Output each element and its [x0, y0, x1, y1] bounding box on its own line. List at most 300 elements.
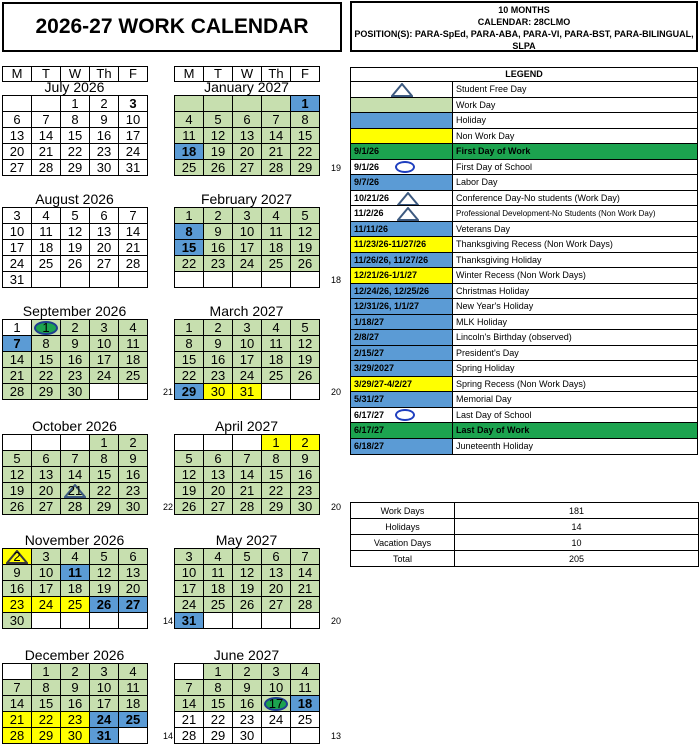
day-number: 17 [96, 696, 112, 711]
day-cell [61, 224, 90, 240]
day-cell [119, 483, 148, 499]
day-cell [119, 160, 148, 176]
day-number: 22 [96, 483, 112, 498]
day-cell [262, 712, 291, 728]
day-number: 3 [13, 208, 21, 223]
day-cell [262, 451, 291, 467]
day-cell [3, 160, 32, 176]
day-number: 17 [96, 352, 112, 367]
totals-label: Holidays [351, 519, 455, 535]
day-number: 24 [239, 256, 255, 271]
day-cell [233, 728, 262, 744]
day-number: 8 [301, 112, 309, 127]
legend-row [351, 423, 697, 439]
day-cell [61, 112, 90, 128]
day-cell [119, 435, 148, 451]
day-number: 14 [181, 696, 197, 711]
month-title: November 2026 [24, 532, 125, 548]
day-number: 15 [210, 696, 226, 711]
month-grid [2, 548, 148, 629]
day-number: 21 [9, 368, 25, 383]
day-cell [204, 352, 233, 368]
day-number: 23 [67, 368, 83, 383]
day-cell [262, 272, 291, 288]
day-number: 15 [38, 352, 54, 367]
day-cell [3, 384, 32, 400]
day-cell [90, 336, 119, 352]
day-cell [32, 728, 61, 744]
day-cell [204, 451, 233, 467]
day-cell [262, 128, 291, 144]
month-grid [174, 548, 320, 629]
legend-row [351, 237, 697, 253]
day-cell [119, 613, 148, 629]
day-number: 5 [185, 451, 193, 466]
day-number: 12 [181, 467, 197, 482]
month-title: October 2026 [32, 418, 117, 434]
totals-table [350, 502, 699, 567]
day-number: 23 [210, 256, 226, 271]
day-cell [291, 549, 320, 565]
month-grid [174, 663, 320, 744]
day-number: 14 [239, 467, 255, 482]
day-number: 7 [13, 680, 21, 695]
day-cell [3, 208, 32, 224]
day-number: 2 [214, 208, 222, 223]
day-cell [175, 128, 204, 144]
day-number: 26 [9, 499, 25, 514]
day-number: 18 [125, 696, 141, 711]
day-cell [233, 712, 262, 728]
day-number: 7 [71, 451, 79, 466]
day-cell [32, 272, 61, 288]
day-cell [233, 664, 262, 680]
day-cell [90, 549, 119, 565]
day-cell [119, 320, 148, 336]
day-cell [175, 712, 204, 728]
day-cell [3, 483, 32, 499]
day-cell [3, 256, 32, 272]
day-cell [204, 549, 233, 565]
day-cell [32, 581, 61, 597]
day-cell [262, 160, 291, 176]
day-number: 3 [243, 320, 251, 335]
totals-row [351, 551, 699, 567]
day-cell [175, 483, 204, 499]
day-cell [90, 128, 119, 144]
day-number: 8 [71, 112, 79, 127]
day-cell [291, 483, 320, 499]
calendar-info-box [350, 1, 698, 52]
day-cell [90, 160, 119, 176]
day-cell [90, 224, 119, 240]
day-number: 30 [297, 499, 313, 514]
day-number: 16 [210, 240, 226, 255]
day-cell [233, 96, 262, 112]
day-number: 9 [214, 336, 222, 351]
day-number: 28 [125, 256, 141, 271]
day-cell [291, 664, 320, 680]
legend-heading: LEGEND [351, 68, 697, 82]
day-cell [233, 499, 262, 515]
month-day-count: 20 [330, 387, 341, 397]
weekday-label: W [61, 67, 90, 82]
legend-row [351, 330, 697, 346]
day-number: 22 [181, 256, 197, 271]
day-number: 15 [297, 128, 313, 143]
day-number: 6 [214, 451, 222, 466]
day-cell [3, 712, 32, 728]
legend-swatch [351, 377, 453, 392]
legend-swatch [351, 299, 453, 314]
day-cell [175, 467, 204, 483]
day-cell [291, 467, 320, 483]
day-cell [61, 256, 90, 272]
day-cell [61, 451, 90, 467]
legend-description: Labor Day [456, 177, 498, 187]
day-number: 17 [268, 696, 284, 711]
months-label: 10 MONTHS [498, 5, 550, 15]
day-number: 19 [239, 581, 255, 596]
day-number: 14 [9, 352, 25, 367]
day-cell [262, 224, 291, 240]
day-number: 23 [210, 368, 226, 383]
day-number: 22 [38, 712, 54, 727]
day-cell [175, 160, 204, 176]
day-number: 15 [38, 696, 54, 711]
day-number: 12 [67, 224, 83, 239]
day-number: 25 [181, 160, 197, 175]
day-cell [90, 96, 119, 112]
legend-swatch [351, 284, 453, 299]
day-cell [233, 435, 262, 451]
day-number: 15 [181, 352, 197, 367]
legend-description: Juneteenth Holiday [456, 440, 534, 451]
day-number: 2 [214, 320, 222, 335]
day-number: 30 [125, 499, 141, 514]
day-cell [3, 728, 32, 744]
day-cell [204, 240, 233, 256]
day-cell [90, 256, 119, 272]
legend-date: 2/15/27 [354, 347, 385, 358]
day-cell [119, 112, 148, 128]
day-number: 8 [214, 680, 222, 695]
day-number: 16 [239, 696, 255, 711]
day-number: 15 [181, 240, 197, 255]
day-cell [32, 112, 61, 128]
triangle-icon [397, 207, 419, 221]
legend-description: Winter Recess (Non Work Days) [456, 270, 586, 280]
day-cell [175, 336, 204, 352]
day-number: 21 [67, 483, 83, 498]
legend-swatch [351, 392, 453, 407]
legend-date: 12/31/26, 1/1/27 [354, 301, 420, 311]
day-cell [262, 240, 291, 256]
day-cell [119, 565, 148, 581]
day-cell [3, 144, 32, 160]
month-day-count: 20 [330, 616, 341, 626]
day-cell [291, 728, 320, 744]
day-cell [90, 696, 119, 712]
day-number: 24 [268, 712, 284, 727]
day-number: 19 [210, 144, 226, 159]
day-cell [233, 483, 262, 499]
legend-date: 3/29/27-4/2/27 [354, 378, 413, 389]
day-cell [61, 680, 90, 696]
day-cell [175, 256, 204, 272]
day-cell [291, 696, 320, 712]
totals-label: Total [351, 551, 455, 567]
day-cell [32, 160, 61, 176]
day-number: 25 [268, 368, 284, 383]
day-number: 27 [125, 597, 141, 612]
day-cell [90, 435, 119, 451]
month-grid [174, 207, 320, 288]
legend-swatch [351, 113, 453, 128]
legend-row [351, 361, 697, 377]
day-number: 30 [210, 384, 226, 399]
totals-value: 10 [455, 535, 699, 551]
legend-description: MLK Holiday [456, 316, 508, 327]
day-cell [3, 696, 32, 712]
day-cell [262, 256, 291, 272]
day-cell [61, 272, 90, 288]
day-cell [204, 581, 233, 597]
month-day-count: 18 [330, 275, 341, 285]
legend-description: Last Day of Work [456, 425, 530, 435]
day-cell [291, 499, 320, 515]
day-cell [233, 581, 262, 597]
day-number: 26 [181, 499, 197, 514]
legend-swatch [351, 330, 453, 345]
day-number: 29 [210, 728, 226, 743]
day-number: 16 [210, 352, 226, 367]
day-cell [32, 128, 61, 144]
day-number: 20 [38, 483, 54, 498]
day-cell [291, 256, 320, 272]
day-cell [204, 728, 233, 744]
day-number: 10 [181, 565, 197, 580]
day-cell [291, 112, 320, 128]
day-cell [262, 728, 291, 744]
day-number: 21 [181, 712, 197, 727]
day-number: 24 [96, 712, 112, 727]
day-number: 18 [297, 696, 313, 711]
day-cell [32, 597, 61, 613]
day-cell [291, 565, 320, 581]
legend-row [351, 315, 697, 331]
day-cell [3, 435, 32, 451]
day-cell [262, 549, 291, 565]
weekday-label: M [3, 67, 32, 82]
legend-date: 11/2/26 [354, 208, 384, 218]
day-cell [3, 581, 32, 597]
day-cell [291, 680, 320, 696]
day-cell [32, 384, 61, 400]
legend-swatch [351, 144, 453, 159]
day-cell [90, 728, 119, 744]
day-number: 18 [67, 581, 83, 596]
day-cell [204, 565, 233, 581]
day-cell [119, 272, 148, 288]
legend-description: Work Day [456, 99, 496, 110]
legend-swatch [351, 82, 453, 97]
day-number: 20 [239, 144, 255, 159]
day-number: 23 [9, 597, 25, 612]
legend-description: Last Day of School [456, 409, 532, 420]
legend-date: 3/29/2027 [354, 363, 395, 373]
day-number: 7 [272, 112, 280, 127]
day-cell [3, 272, 32, 288]
totals-value: 14 [455, 519, 699, 535]
day-number: 15 [268, 467, 284, 482]
day-number: 21 [297, 581, 313, 596]
legend-description: President's Day [456, 347, 519, 358]
day-cell [262, 144, 291, 160]
legend-description: Spring Holiday [456, 363, 515, 373]
legend-swatch [351, 175, 453, 190]
day-number: 11 [126, 336, 140, 351]
day-cell [61, 160, 90, 176]
day-number: 3 [243, 208, 251, 223]
day-number: 23 [297, 483, 313, 498]
day-number: 4 [129, 320, 137, 335]
day-number: 5 [13, 451, 21, 466]
month-title: March 2027 [209, 303, 284, 319]
day-number: 26 [297, 368, 313, 383]
day-cell [119, 336, 148, 352]
day-number: 1 [214, 664, 222, 679]
legend-description: Veterans Day [456, 223, 511, 234]
day-cell [291, 320, 320, 336]
day-number: 7 [243, 451, 251, 466]
day-number: 25 [125, 712, 141, 727]
day-cell [204, 144, 233, 160]
day-cell [175, 208, 204, 224]
day-number: 6 [100, 208, 108, 223]
day-cell [119, 368, 148, 384]
day-number: 4 [272, 208, 280, 223]
day-cell [32, 240, 61, 256]
day-number: 4 [214, 549, 222, 564]
day-number: 21 [9, 712, 25, 727]
day-number: 19 [297, 352, 313, 367]
totals-label: Work Days [351, 503, 455, 519]
day-cell [32, 483, 61, 499]
day-cell [119, 597, 148, 613]
day-cell [3, 680, 32, 696]
day-cell [32, 451, 61, 467]
month-grid [2, 434, 148, 515]
day-cell [233, 597, 262, 613]
day-number: 11 [182, 128, 196, 143]
day-cell [233, 208, 262, 224]
day-number: 28 [67, 499, 83, 514]
month-grid [2, 207, 148, 288]
day-number: 23 [67, 712, 83, 727]
day-number: 23 [125, 483, 141, 498]
day-number: 28 [239, 499, 255, 514]
day-cell [90, 112, 119, 128]
day-cell [175, 696, 204, 712]
legend-description: First Day of School [456, 161, 533, 172]
day-number: 28 [9, 384, 25, 399]
day-cell [90, 320, 119, 336]
day-cell [291, 435, 320, 451]
day-number: 13 [9, 128, 25, 143]
day-cell [90, 451, 119, 467]
day-number: 22 [268, 483, 284, 498]
day-cell [262, 483, 291, 499]
month-title: April 2027 [214, 418, 279, 434]
day-cell [61, 352, 90, 368]
day-number: 16 [67, 696, 83, 711]
legend-description: New Year's Holiday [456, 301, 534, 311]
day-number: 10 [38, 565, 54, 580]
day-cell [262, 613, 291, 629]
day-number: 1 [301, 96, 309, 111]
day-cell [175, 240, 204, 256]
day-cell [291, 208, 320, 224]
weekday-label: T [204, 67, 233, 82]
day-cell [233, 565, 262, 581]
day-number: 29 [38, 384, 54, 399]
day-number: 22 [210, 712, 226, 727]
legend-row [351, 98, 697, 114]
month-title: February 2027 [200, 191, 293, 207]
day-cell [3, 336, 32, 352]
day-number: 1 [100, 435, 108, 450]
day-cell [61, 96, 90, 112]
day-cell [233, 320, 262, 336]
day-cell [175, 499, 204, 515]
legend-swatch [351, 268, 453, 283]
day-number: 9 [214, 224, 222, 239]
day-number: 3 [100, 320, 108, 335]
day-number: 29 [67, 160, 83, 175]
day-number: 19 [181, 483, 197, 498]
weekday-label: M [175, 67, 204, 82]
day-cell [262, 352, 291, 368]
legend-row [351, 144, 697, 160]
day-cell [90, 712, 119, 728]
day-cell [175, 112, 204, 128]
day-cell [32, 224, 61, 240]
day-number: 12 [96, 565, 112, 580]
day-cell [61, 696, 90, 712]
day-number: 2 [301, 435, 309, 450]
day-cell [204, 160, 233, 176]
day-cell [291, 613, 320, 629]
legend-swatch [351, 98, 453, 113]
day-cell [175, 613, 204, 629]
day-cell [291, 352, 320, 368]
day-cell [32, 320, 61, 336]
legend-row [351, 439, 697, 455]
day-number: 9 [301, 451, 309, 466]
legend-row [351, 346, 697, 362]
positions-label-2: SLPA [512, 41, 536, 51]
day-number: 17 [9, 240, 25, 255]
day-cell [262, 336, 291, 352]
day-cell [61, 208, 90, 224]
day-cell [119, 499, 148, 515]
day-number: 31 [239, 384, 255, 399]
day-number: 30 [96, 160, 112, 175]
legend-description: Lincoln's Birthday (observed) [456, 332, 572, 342]
totals-label: Vacation Days [351, 535, 455, 551]
day-number: 22 [181, 368, 197, 383]
